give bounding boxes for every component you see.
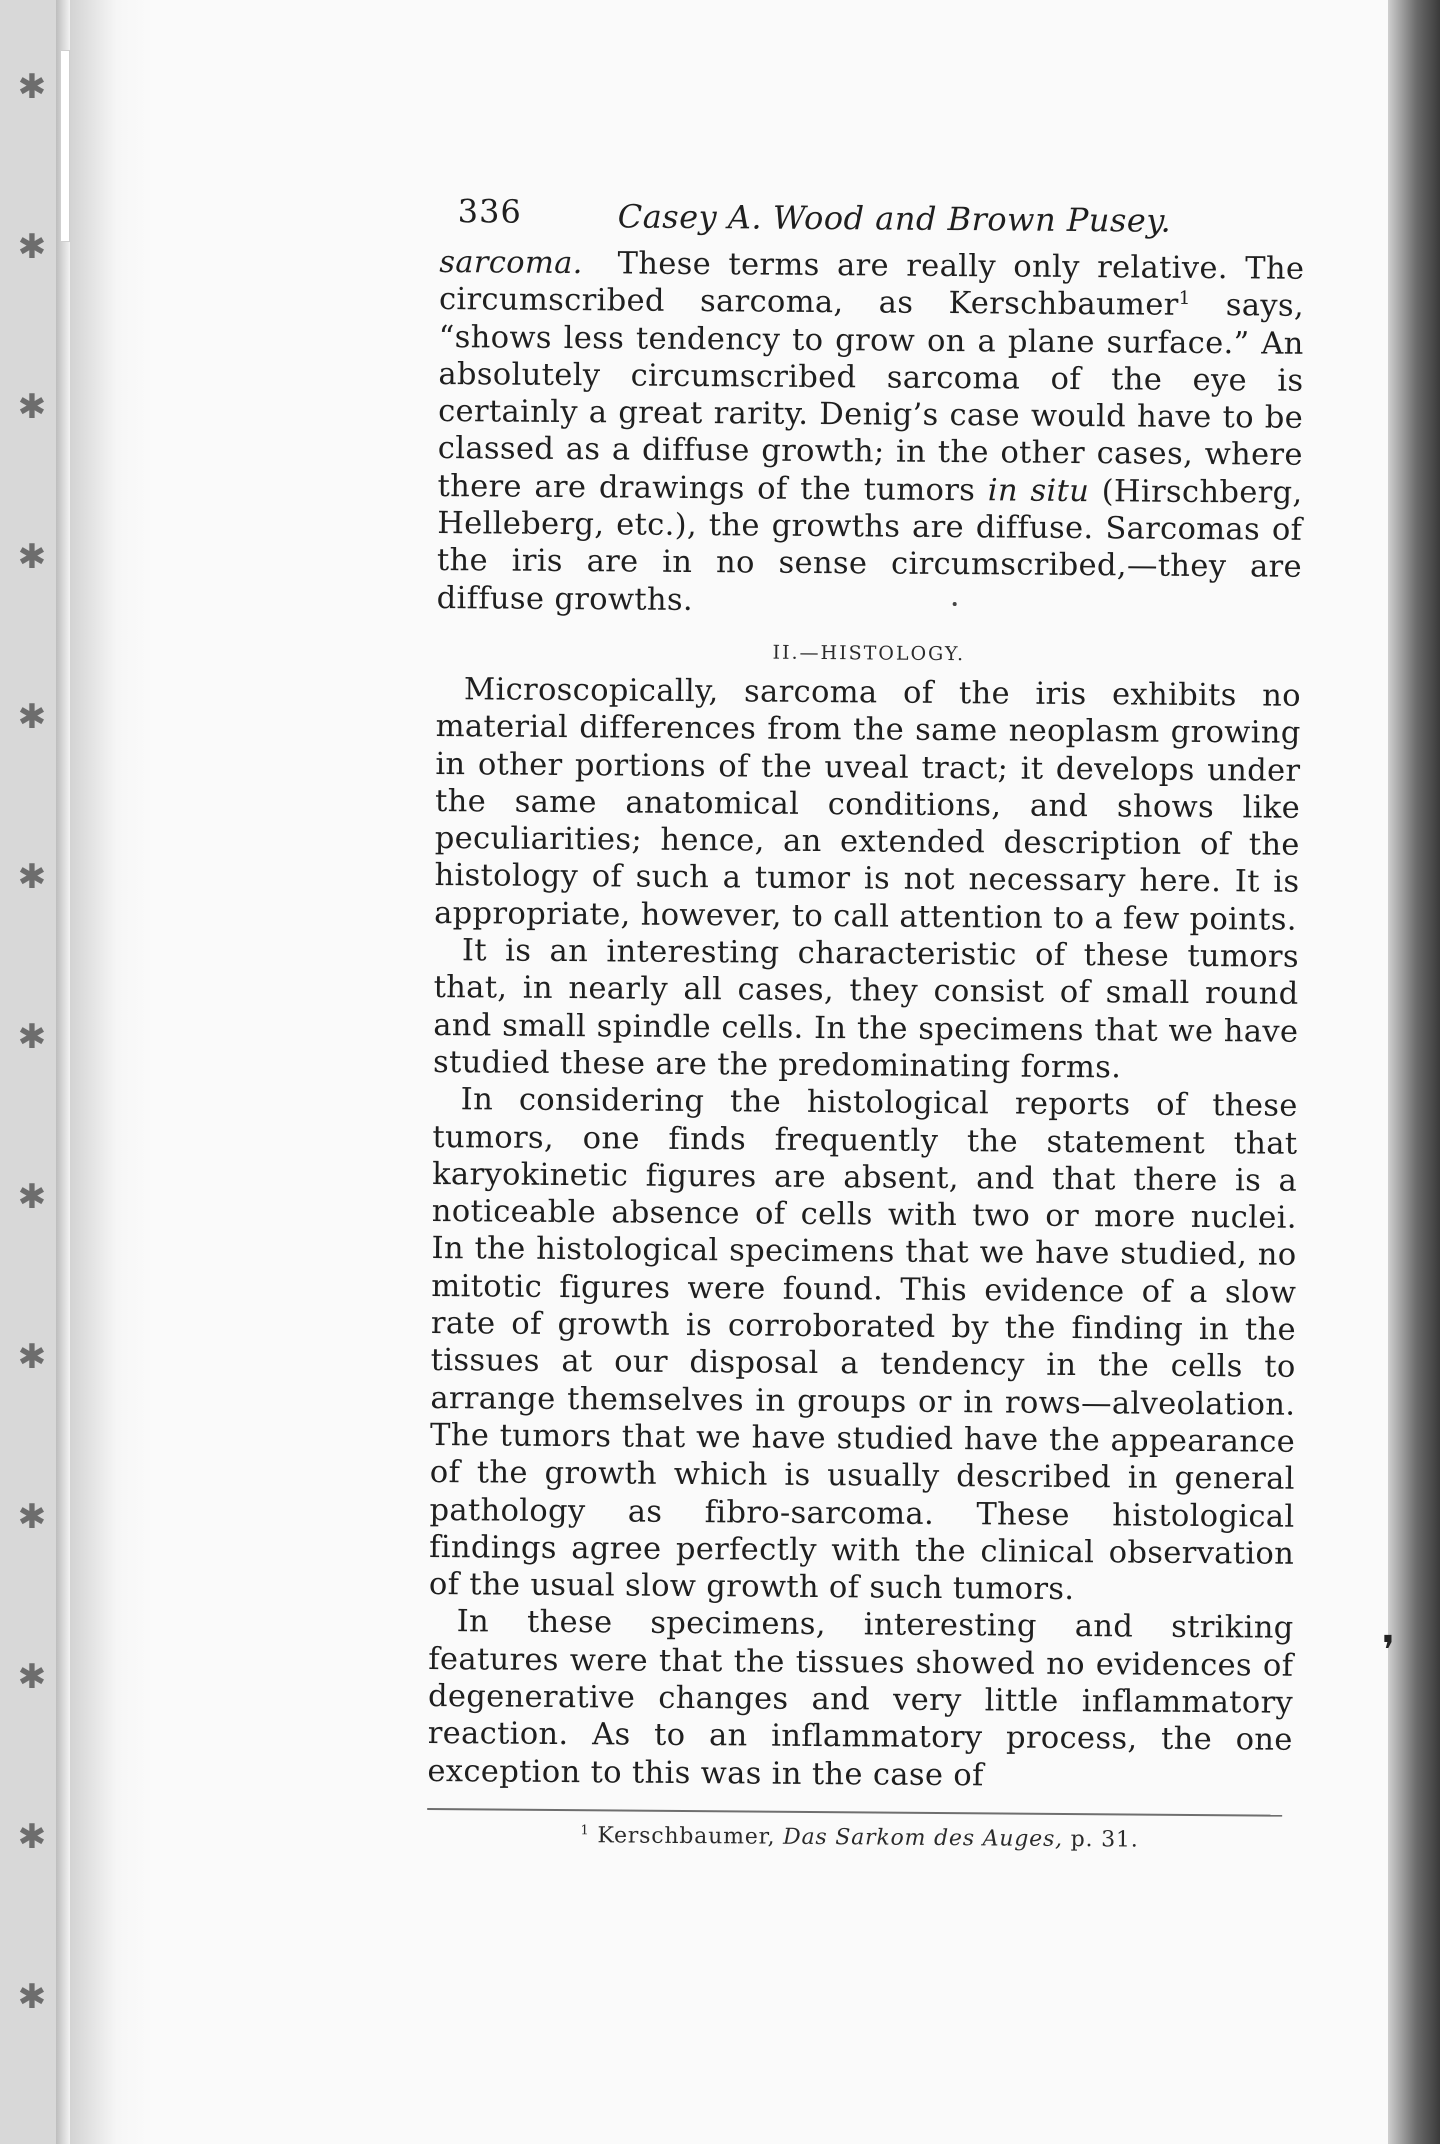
paragraph-1-text-c: (Hirschberg, Helleberg, etc.), the growths are diffuse. Sarcomas of the iris are in no sense circumscribed,—they are diffuse growths.: [436, 473, 1303, 618]
asterisk-thread-icon: ✱: [17, 697, 47, 737]
footnote-author: Kerschbaumer,: [597, 1823, 776, 1850]
stray-dot: [953, 602, 957, 606]
paragraph-1: [437, 244, 1305, 624]
italic-phrase: in situ: [987, 473, 1090, 509]
asterisk-thread-icon: ✱: [17, 1337, 47, 1377]
binding-edge: [56, 0, 70, 2144]
asterisk-thread-icon: ✱: [17, 857, 47, 897]
asterisk-thread-icon: ✱: [17, 1177, 47, 1217]
footnote-rule: [427, 1808, 1282, 1817]
page-gutter-shadow: [70, 0, 148, 2144]
asterisk-thread-icon: ✱: [17, 387, 47, 427]
page-edge-shadow: [1388, 0, 1440, 2144]
footnote-work: Das Sarkom des Auges,: [782, 1824, 1063, 1852]
paragraph-2: Microscopically, sarcoma of the iris exhibits no material differences from the same neoplasm growing in other portions of the uveal tract; it develops under the same anatomical conditions, and shows like peculiarities; hence, an extended description of the histology of such a tumor is not necessary here. It is appropriate, however, to call attention to a few points.: [434, 672, 1302, 938]
asterisk-thread-icon: ✱: [17, 1017, 47, 1057]
paragraph-1-text-b: says, “shows less tendency to grow on a plane surface.” An absolutely circumscribed sarcoma of the eye is certainly a great rarity. Denig’s case would have to be classed as a diffuse growth; in the other cases, where there are drawings of the tumors: [437, 288, 1305, 508]
asterisk-thread-icon: ✱: [17, 1497, 47, 1537]
paragraph-3: It is an interesting characteristic of these tumors that, in nearly all cases, they consist of small round and small spindle cells. In the specimens that we have studied these are the predominating forms.: [432, 933, 1300, 1086]
running-head: [439, 178, 1304, 251]
footnote-page-ref: p. 31.: [1070, 1826, 1139, 1853]
asterisk-thread-icon: ✱: [17, 1977, 47, 2017]
binding-tab: [60, 50, 70, 242]
footnote-marker: 1: [580, 1823, 590, 1839]
asterisk-thread-icon: ✱: [17, 227, 47, 267]
asterisk-thread-icon: ✱: [17, 1657, 47, 1697]
asterisk-thread-icon: ✱: [17, 67, 47, 107]
page-content: [427, 178, 1305, 1854]
book-binding: [0, 0, 70, 2144]
ink-blot: ❜: [1382, 1628, 1395, 1674]
paragraph-5: In these specimens, interesting and striking features were that the tissues showed no evidences of degenerative changes and very little inflammatory reaction. As to an inflammatory process, the one exception to this was in the case of: [427, 1604, 1294, 1793]
section-heading: II.—HISTOLOGY.: [772, 641, 966, 666]
asterisk-thread-icon: ✱: [17, 537, 47, 577]
paragraph-4: In considering the histological reports of these tumors, one finds frequently the statement that karyokinetic figures are absent, and that there is a noticeable absence of cells with two or more nuclei. In the histological specimens that we have studied, no mitotic figures were found. This evidence of a slow rate of growth is corroborated by the finding in the tissues at our disposal a tendency in the cells to arrange themselves in groups or in rows—alveolation. The tumors that we have studied have the appearance of the growth which is usually described in general pathology as fibro-sarcoma. These histological findings agree perfectly with the clinical observation of the usual slow growth of such tumors.: [428, 1082, 1298, 1608]
asterisk-thread-icon: ✱: [17, 1817, 47, 1857]
footnote-ref: 1: [1178, 288, 1191, 310]
paragraph-1-text-a: These terms are really only relative. The circumscribed sarcoma, as Kerschbaumer: [438, 246, 1305, 324]
lead-italic: sarcoma.: [439, 244, 583, 282]
page-number: 336: [457, 192, 522, 231]
running-title: Casey A. Wood and Brown Pusey.: [617, 197, 1172, 240]
